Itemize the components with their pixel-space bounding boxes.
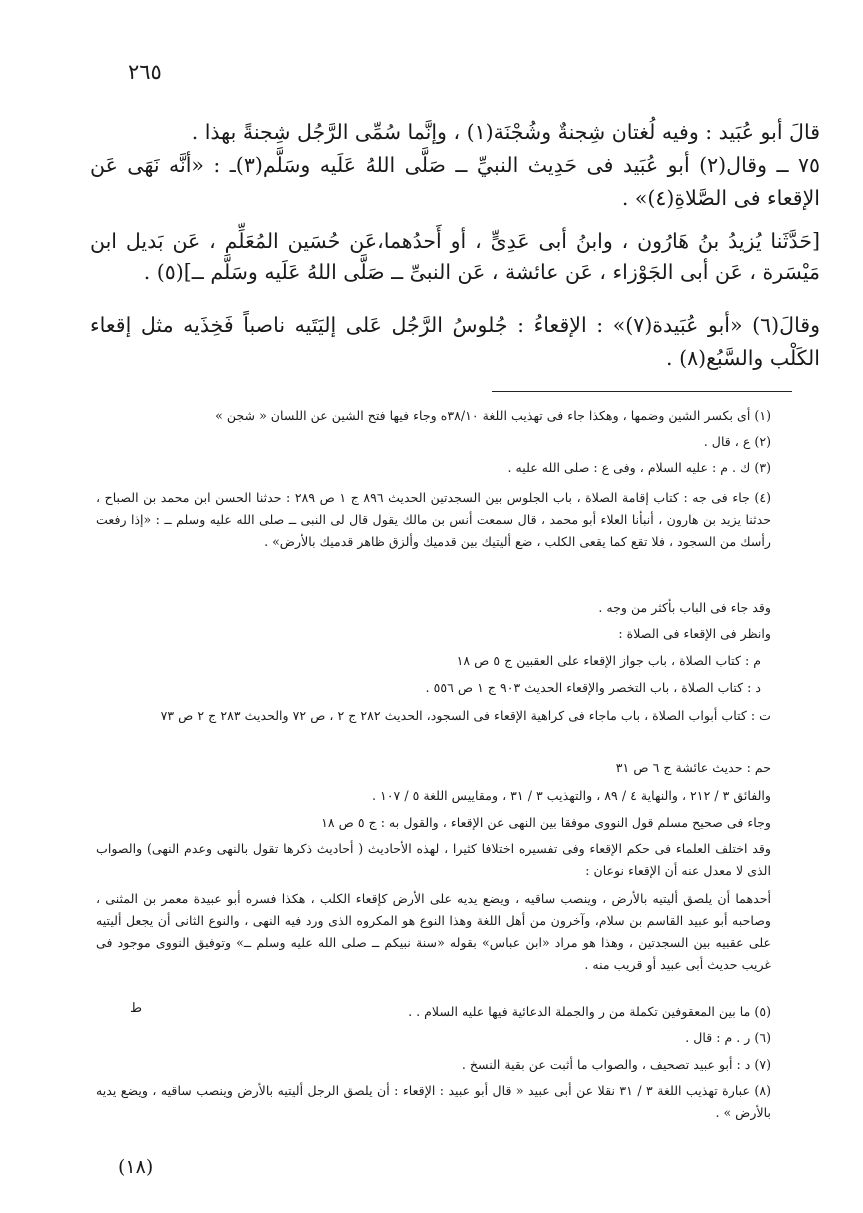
footnote-7: (٧) د : أبو عبيد تصحيف ، والصواب ما أثبت عن بقية النسخ .: [461, 1057, 771, 1072]
footnote-4-scholars: وقد اختلف العلماء فى حكم الإقعاء وفى تفسيره اختلافا كثيرا ، لهذه الأحاديث ( أحاديث ذكرها تقول بالنهى وعدم النهى) والصواب الذى لا معدل عنه أن الإقعاء نوعان :: [96, 841, 771, 878]
footnote-5: (٥) ما بين المعقوفين تكملة من ر والجملة الدعائية فيها عليه السلام . .: [408, 1004, 771, 1019]
footnote-4-note-a: وقد جاء فى الباب بأكثر من وجه .: [598, 600, 771, 615]
footnote-1: (١) أى بكسر الشين وضمها ، وهكذا جاء فى تهذيب اللغة ٣٨/١٠ه وجاء فيها فتح الشين عن اللسان « شجن »: [215, 408, 771, 423]
footnote-3: (٣) ك . م : عليه السلام ، وفى ع : صلى الله عليه .: [507, 460, 771, 475]
page-number: ٢٦٥: [128, 60, 162, 84]
footnote-4-two-types: أحدهما أن يلصق أليتيه بالأرض ، وينصب ساقيه ، ويضع يديه على الأرض كإقعاء الكلب ، هكذا فسره أبو عبيدة معمر بن المثنى ، وصاحبه أبو عبيد القاسم بن سلام، وآخرون من أهل اللغة وهذا النوع هو المكروه الذى ورد فيه النهى ، والنوع الثانى أن يجعل أليتيه على عقبيه بين السجدتين ، وهذا هو مراد «ابن عباس» بقوله «سنة نبيكم ــ صلى الله عليه وسلم ــ» وتوفيق النووى موجود فى غريب حديث أبى عبيد أو قريب منه .: [96, 891, 771, 972]
footnote-4-ref-lexicons: والفائق ٣ / ٢١٢ ، والنهاية ٤ / ٨٩ ، والتهذيب ٣ / ٣١ ، ومقاييس اللغة ٥ / ١٠٧ .: [372, 788, 771, 803]
footnote-separator: [492, 391, 792, 392]
footnote-4-nawawi: وجاء فى صحيح مسلم قول النووى موفقا بين النهى عن الإقعاء ، والقول به : ج ٥ ص ١٨: [321, 815, 771, 830]
footnote-4-ref-hm: حم : حديث عائشة ج ٦ ص ٣١: [615, 760, 771, 775]
main-paragraph-4: وقالَ(٦) «أبو عُبَيدة(٧)» : الإقعاءُ : جُلوسُ الرَّجُل عَلى إليَتَيه ناصباً فَخِذَيه مثل إقعاء الكَلْب والسَّبُع(٨) .: [90, 313, 821, 370]
footnote-4-ref-d: د : كتاب الصلاة ، باب التخصر والإقعاء الحديث ٩٠٣ ج ١ ص ٥٥٦ .: [425, 680, 761, 695]
footnote-4-ref-m: م : كتاب الصلاة ، باب جواز الإقعاء على العقبين ج ٥ ص ١٨: [456, 653, 761, 668]
footnote-2: (٢) ع ، قال .: [703, 434, 771, 449]
main-paragraph-1: قالَ أبو عُبَيد : وفيه لُغتان شِجنةٌ وشُجْنَة(١) ، وإنَّما سُمِّى الرَّجُل شِجنةً بهذا .: [191, 120, 820, 144]
footnote-4-note-b: وانظر فى الإقعاء فى الصلاة :: [618, 626, 771, 641]
margin-mark: ط: [130, 1001, 143, 1016]
main-paragraph-2: ٧٥ ــ وقال(٢) أبو عُبَيد فى حَدِيث النبيِّ ــ صَلَّى اللهُ عَلَيه وسَلَّم(٣)ـ : «أنَّه نَهَى عَن الإقعاء فى الصَّلاةِ(٤)» .: [90, 153, 820, 210]
main-paragraph-3: [حَدَّثَنا يُزيدُ بنُ هَارُون ، وابنُ أبى عَدِىٍّ ، أو أَحدُهما،عَن حُسَين المُعَلِّم ، عَن بَديل ابن مَيْسَرة ، عَن أبى الجَوْزاء ، عَن عائشة ، عَن النبىِّ ــ صَلَّى اللهُ عَلَيه وسَلَّم ــ](٥) .: [90, 229, 820, 284]
folio-number: (١٨): [118, 1156, 154, 1178]
footnote-4: (٤) جاء فى جه : كتاب إقامة الصلاة ، باب الجلوس بين السجدتين الحديث ٨٩٦ ج ١ ص ٢٨٩ : حدثنا الحسن ابن محمد بن الصباح ، حدثنا يزيد بن هارون ، أنبأنا العلاء أبو محمد ، قال سمعت أنس بن مالك يقول قال لى النبى ــ صلى الله عليه وسلم ــ : «إذا رفعت رأسك من السجود ، فلا تقع كما يقعى الكلب ، ضع أليتيك بين قدميك وألزق ظاهر قدميك بالأرض» .: [96, 490, 771, 549]
footnote-4-ref-t: ت : كتاب أبواب الصلاة ، باب ماجاء فى كراهية الإقعاء فى السجود، الحديث ٢٨٢ ج ٢ ، ص ٧٢ والحديث ٢٨٣ ج ٢ ص ٧٣: [160, 708, 771, 723]
footnote-8: (٨) عبارة تهذيب اللغة ٣ / ٣١ نقلا عن أبى عبيد « قال أبو عبيد : الإقعاء : أن يلصق الرجل أليتيه بالأرض وينصب ساقيه ، ويضع يديه بالأرض » .: [96, 1083, 771, 1120]
footnote-6: (٦) ر . م : قال .: [685, 1030, 771, 1045]
